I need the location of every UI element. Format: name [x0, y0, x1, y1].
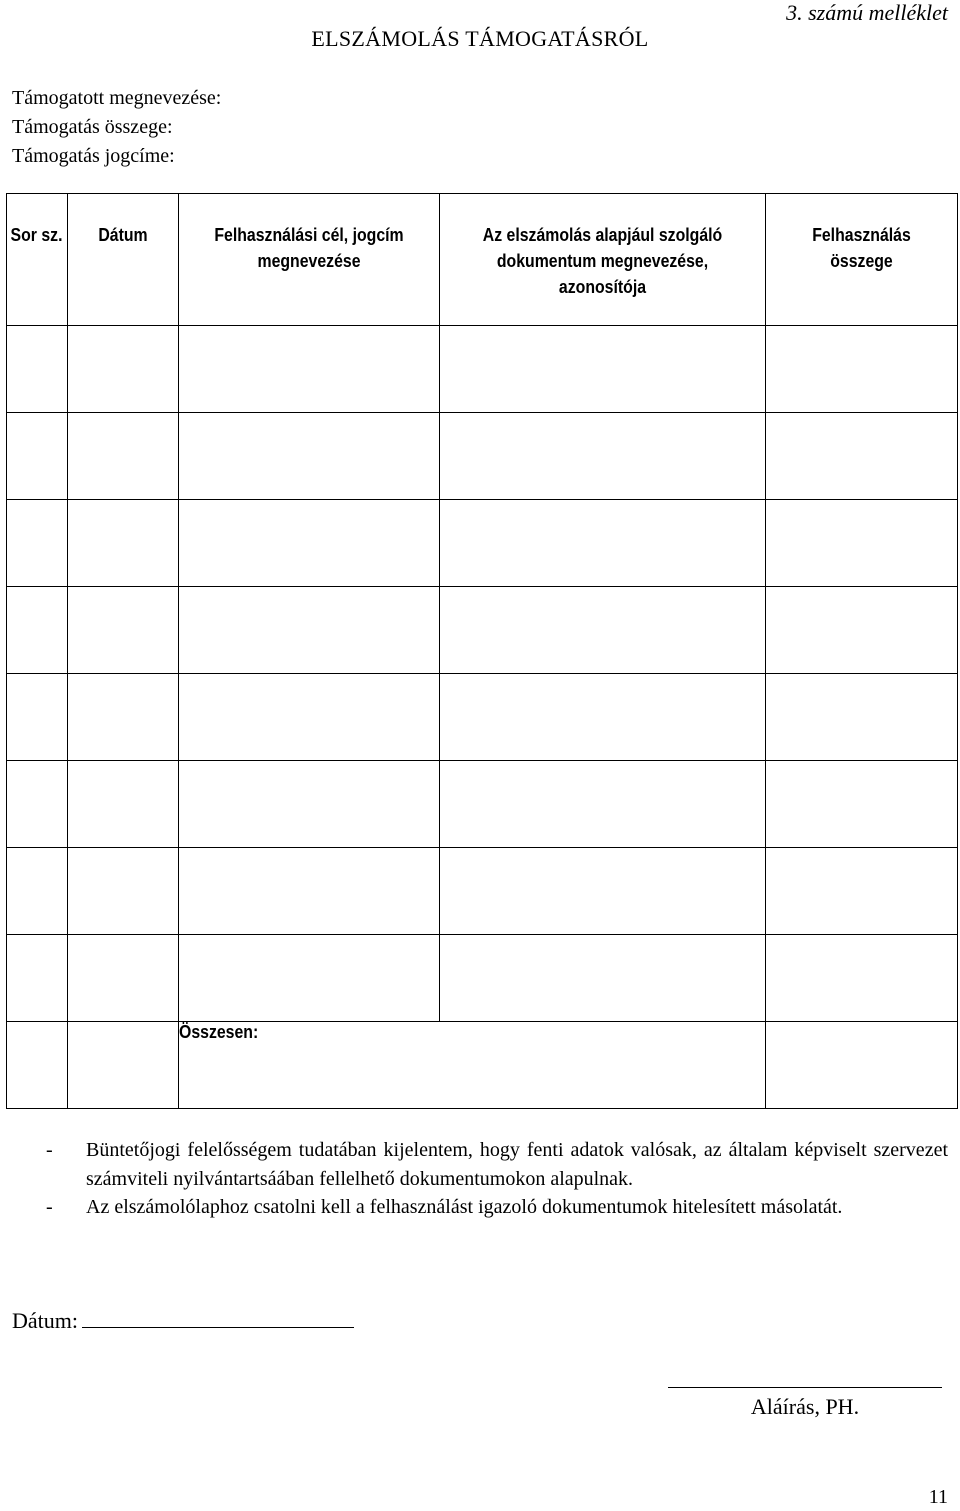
table-cell[interactable]	[68, 413, 179, 500]
table-cell[interactable]	[68, 935, 179, 1022]
table-cell[interactable]	[179, 674, 440, 761]
table-cell[interactable]	[7, 413, 68, 500]
document-title: ELSZÁMOLÁS TÁMOGATÁSRÓL	[311, 26, 649, 51]
column-header-row-number: Sor sz.	[7, 194, 68, 326]
table-cell[interactable]	[68, 848, 179, 935]
note-text: Büntetőjogi felelősségem tudatában kijelentem, hogy fenti adatok valósak, az általam képviselt szervezet számviteli nyilvántartsáában fellelhető dokumentumokon alapulnak.	[86, 1139, 948, 1190]
note-item	[46, 1193, 948, 1222]
annex-label: 3. számú melléklet	[786, 0, 948, 25]
table-cell	[7, 1022, 68, 1109]
table-row	[7, 935, 958, 1022]
table-cell[interactable]	[7, 587, 68, 674]
table-cell[interactable]	[179, 761, 440, 848]
table-row	[7, 761, 958, 848]
table-cell[interactable]	[440, 674, 766, 761]
date-underline[interactable]	[82, 1326, 354, 1328]
table-cell[interactable]	[179, 500, 440, 587]
table-cell[interactable]	[7, 935, 68, 1022]
date-field	[12, 1308, 354, 1334]
table-cell[interactable]	[766, 761, 958, 848]
table-cell[interactable]	[440, 848, 766, 935]
table-cell[interactable]	[7, 674, 68, 761]
recipient-label: Támogatott megnevezése:	[12, 87, 222, 109]
total-amount-cell[interactable]	[766, 1022, 958, 1109]
declaration-notes	[46, 1136, 948, 1222]
table-cell[interactable]	[766, 848, 958, 935]
table-cell[interactable]	[766, 935, 958, 1022]
table-cell[interactable]	[179, 587, 440, 674]
table-cell[interactable]	[440, 761, 766, 848]
table-cell[interactable]	[440, 326, 766, 413]
column-header-amount: Felhasználás összege	[766, 194, 958, 326]
signature-label: Aláírás, PH.	[750, 1394, 860, 1419]
settlement-table	[6, 193, 958, 1109]
table-cell[interactable]	[440, 935, 766, 1022]
page-number: 11	[928, 1486, 948, 1508]
table-cell[interactable]	[7, 500, 68, 587]
table-row	[7, 413, 958, 500]
table-cell[interactable]	[7, 326, 68, 413]
table-cell[interactable]	[68, 674, 179, 761]
column-header-document: Az elszámolás alapjául szolgáló dokumentum megnevezése, azonosítója	[440, 194, 766, 326]
table-header-row	[7, 194, 958, 326]
table-cell[interactable]	[179, 848, 440, 935]
table-cell[interactable]	[68, 761, 179, 848]
table-cell	[68, 1022, 179, 1109]
table-row	[7, 500, 958, 587]
amount-label: Támogatás összege:	[12, 116, 173, 138]
grant-title-label: Támogatás jogcíme:	[12, 145, 175, 167]
note-dash: -	[46, 1139, 53, 1161]
date-label: Dátum:	[12, 1308, 78, 1333]
table-cell[interactable]	[179, 935, 440, 1022]
column-header-date: Dátum	[68, 194, 179, 326]
table-cell[interactable]	[440, 500, 766, 587]
note-item	[46, 1136, 948, 1193]
table-cell[interactable]	[68, 500, 179, 587]
table-cell[interactable]	[7, 761, 68, 848]
signature-line[interactable]	[668, 1387, 942, 1388]
note-text: Az elszámolólaphoz csatolni kell a felhasználást igazoló dokumentumok hitelesített másolatát.	[86, 1196, 843, 1218]
table-cell[interactable]	[766, 326, 958, 413]
table-cell[interactable]	[7, 848, 68, 935]
table-cell[interactable]	[766, 587, 958, 674]
table-row	[7, 848, 958, 935]
total-label: Összesen:	[179, 1022, 766, 1109]
table-row	[7, 587, 958, 674]
grant-info	[12, 84, 221, 171]
column-header-purpose: Felhasználási cél, jogcím megnevezése	[179, 194, 440, 326]
table-cell[interactable]	[440, 587, 766, 674]
table-row	[7, 326, 958, 413]
table-cell[interactable]	[179, 326, 440, 413]
table-cell[interactable]	[440, 413, 766, 500]
table-cell[interactable]	[179, 413, 440, 500]
table-cell[interactable]	[766, 674, 958, 761]
table-cell[interactable]	[766, 413, 958, 500]
table-cell[interactable]	[766, 500, 958, 587]
note-dash: -	[46, 1196, 53, 1218]
table-cell[interactable]	[68, 326, 179, 413]
table-cell[interactable]	[68, 587, 179, 674]
table-row	[7, 674, 958, 761]
total-row	[7, 1022, 958, 1109]
